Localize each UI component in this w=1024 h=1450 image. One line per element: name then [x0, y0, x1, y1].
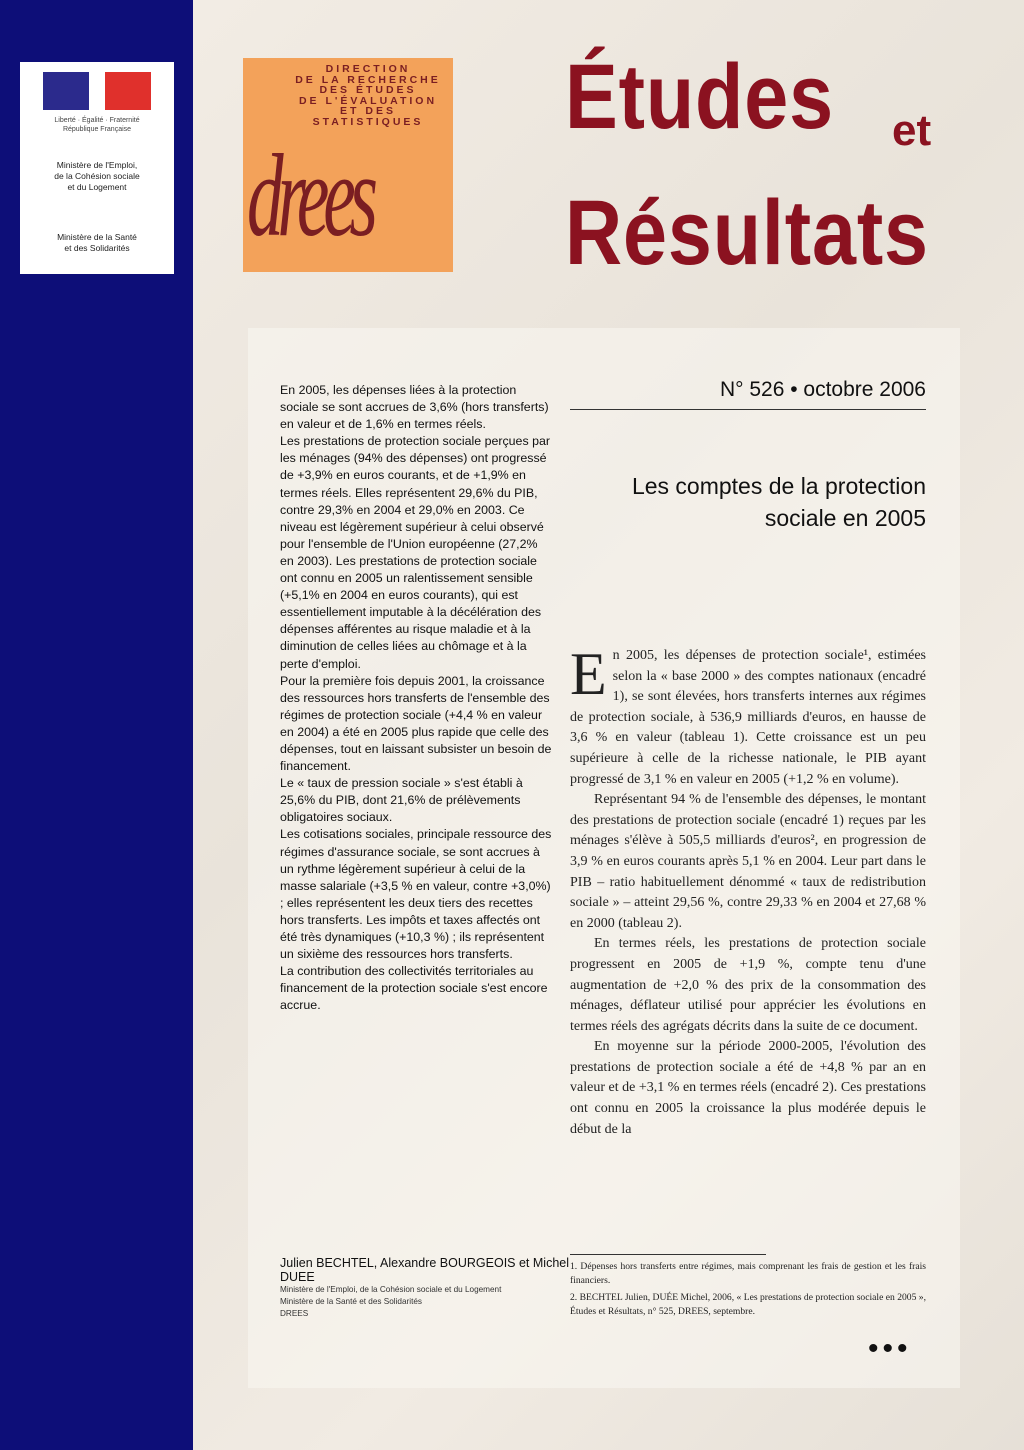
ministry-logo-box — [20, 62, 174, 274]
body-paragraph: En moyenne sur la période 2000-2005, l'évolution des prestations de protection sociale a été de +4,8 % par an en valeur et de +3,1 % en termes réels (encadré 2). Ces prestations ont connu en 2005 la croissance la plus modérée depuis le début de la — [570, 1039, 926, 1137]
author-affiliation: DREES — [280, 1309, 309, 1318]
summary-paragraph: Les cotisations sociales, principale ressource des régimes d'assurance sociale, se sont accrues à un rythme légèrement supérieur à celui de la masse salariale (+3,5 % en valeur, contre +3,0%) ; elles représentent les deux tiers des recettes hors transferts. Les impôts et taxes affectés ont été très dynamiques (+10,3 %) ; ils représentent un sixième des ressources hors transferts. — [280, 827, 552, 962]
continuation-dots: ••• — [868, 1332, 912, 1365]
footnotes — [570, 1260, 926, 1322]
footnote-divider — [570, 1254, 766, 1255]
body-paragraph: En termes réels, les prestations de protection sociale progressent en 2005 de +1,9 %, compte tenu d'une augmentation de +2,0 % des prix de la consommation des ménages, déflateur utilisé pour apprécier les évolutions en termes réels des agrégats décrits dans la suite de ce document. — [570, 936, 926, 1034]
author-affiliation: Ministère de la Santé et des Solidarités — [280, 1297, 422, 1306]
summary-paragraph: Pour la première fois depuis 2001, la croissance des ressources hors transferts de l'ensemble des régimes de protection sociale (+4,4 % en valeur en 2004) a été en 2005 plus rapide que celle des dépenses, tout en laissant subsister un besoin de financement. — [280, 673, 552, 774]
drop-cap: E — [570, 641, 607, 707]
drees-logo-text: DIRECTION DE LA RECHERCHE DES ÉTUDES DE L'ÉVALUATION ET DES STATISTIQUES — [295, 63, 441, 128]
masthead-et: et — [892, 106, 932, 155]
summary-paragraph: Le « taux de pression sociale » s'est établi à 25,6% du PIB, dont 21,6% de prélèvements obligatoires sociaux. — [280, 776, 523, 825]
masthead-etudes: Études — [565, 46, 834, 148]
authors-block — [280, 1256, 570, 1320]
ministry-health: Ministère de la Santé et des Solidarités — [57, 232, 137, 253]
body-paragraph: En 2005, les dépenses de protection sociale¹, estimées selon la « base 2000 » des comptes nationaux (encadré 1), se sont élevées, hors transferts internes aux régimes de protection sociale, à 536,9 milliards d'euros, en hausse de 3,6 % en valeur (tableau 1). Cette croissance est un peu supérieure à celle de la richesse nationale, le PIB ayant progressé de 3,1 % en valeur en 2005 (+1,2 % en volume). — [570, 641, 926, 787]
republic-motto: Liberté · Égalité · Fraternité République Française — [54, 117, 140, 133]
article-body — [570, 641, 926, 1140]
marianne-logo-icon — [43, 72, 151, 110]
footnote: 1. Dépenses hors transferts entre régimes, mais comprenant les frais de gestion et les frais financiers. — [570, 1261, 926, 1286]
footnote: 2. BECHTEL Julien, DUÉE Michel, 2006, « Les prestations de protection sociale en 2005 », Études et Résultats, n° 525, DREES, septembre. — [570, 1292, 926, 1317]
ministry-employment: Ministère de l'Emploi, de la Cohésion sociale et du Logement — [54, 160, 140, 192]
ministry-sidebar — [0, 0, 193, 1450]
issue-number: N° 526 • octobre 2006 — [719, 378, 926, 401]
summary-paragraph: La contribution des collectivités territoriales au financement de la protection sociale s'est encore accrue. — [280, 964, 548, 1013]
issue-divider — [570, 409, 926, 410]
masthead-resultats: Résultats — [565, 182, 929, 284]
summary-paragraph: En 2005, les dépenses liées à la protection sociale se sont accrues de 3,6% (hors transferts) en valeur et de 1,6% en termes réels. — [280, 383, 549, 432]
article-title: Les comptes de la protection sociale en 2005 — [631, 473, 926, 531]
summary-column — [280, 382, 552, 1014]
author-names: Julien BECHTEL, Alexandre BOURGEOIS et Michel DUEE — [280, 1256, 570, 1284]
drees-wordmark: drees — [247, 130, 372, 261]
body-paragraph: Représentant 94 % de l'ensemble des dépenses, le montant des prestations de protection sociale (encadré 1) reçues par les ménages s'élève à 505,5 milliards d'euros², en progression de 3,9 % en euros courants après 5,1 % en 2004. Leur part dans le PIB – ratio habituellement dénommé « taux de redistribution sociale » – atteint 29,56 %, contre 29,33 % en 2004 et 27,68 % en 2000 (tableau 2). — [570, 792, 926, 931]
drees-logo — [243, 58, 453, 272]
author-affiliation: Ministère de l'Emploi, de la Cohésion sociale et du Logement — [280, 1285, 502, 1294]
summary-paragraph: Les prestations de protection sociale perçues par les ménages (94% des dépenses) ont progressé de +3,9% en euros courants, et de +1,9% en termes réels. Elles représentent 29,6% du PIB, contre 29,3% en 2004 et 29,0% en 2003. Ce niveau est légèrement supérieur à celui observé pour l'ensemble de l'Union européenne (27,2% en 2003). Les prestations de protection sociale ont connu en 2005 un ralentissement sensible (+5,1% en 2004 en euros courants), qui est essentiellement imputable à la décélération des dépenses afférentes au risque maladie et à la diminution de celles liées au chômage et à la perte d'emploi. — [280, 434, 550, 671]
